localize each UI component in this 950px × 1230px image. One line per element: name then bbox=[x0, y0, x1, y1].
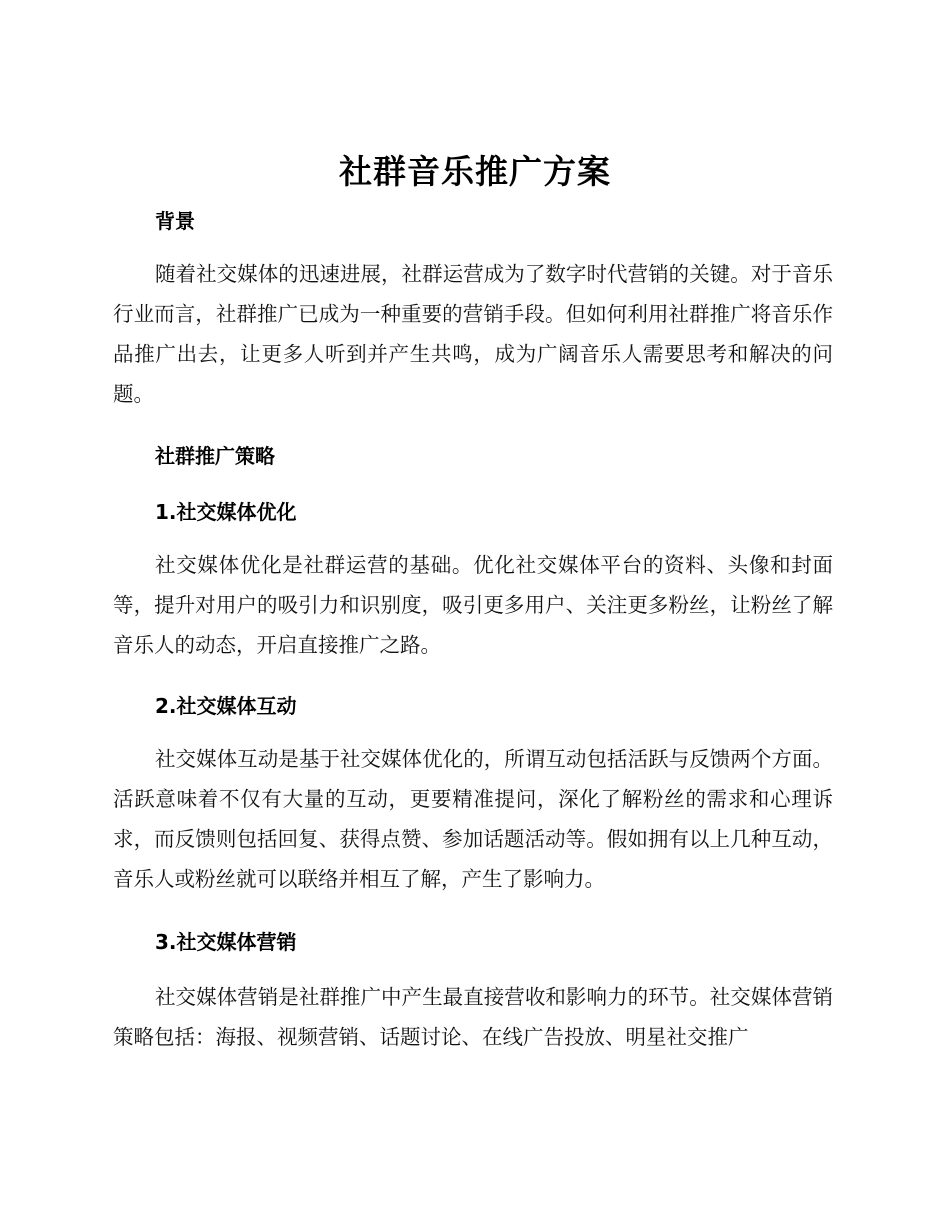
section-heading-background: 背景 bbox=[155, 209, 195, 233]
paragraph-3: 社交媒体营销是社群推广中产生最直接营收和影响力的环节。社交媒体营销策略包括：海报、视频营销、话题讨论、在线广告投放、明星社交推广 bbox=[113, 985, 833, 1049]
subsection-heading-2: 2.社交媒体互动 bbox=[155, 694, 297, 718]
document-title: 社群音乐推广方案 bbox=[339, 152, 611, 191]
subsection-heading-1: 1.社交媒体优化 bbox=[155, 500, 297, 524]
paragraph-2: 社交媒体互动是基于社交媒体优化的，所谓互动包括活跃与反馈两个方面。活跃意味着不仅有大量的互动，更要精准提问，深化了解粉丝的需求和心理诉求，而反馈则包括回复、获得点赞、参加话题活动等。假如拥有以上几种互动，音乐人或粉丝就可以联络并相互了解，产生了影响力。 bbox=[113, 747, 833, 891]
subsection-heading-3: 3.社交媒体营销 bbox=[155, 930, 297, 954]
paragraph-background: 随着社交媒体的迅速进展，社群运营成为了数字时代营销的关键。对于音乐行业而言，社群推广已成为一种重要的营销手段。但如何利用社群推广将音乐作品推广出去，让更多人听到并产生共鸣，成为广阔音乐人需要思考和解决的问题。 bbox=[113, 262, 833, 406]
paragraph-1: 社交媒体优化是社群运营的基础。优化社交媒体平台的资料、头像和封面等，提升对用户的吸引力和识别度，吸引更多用户、关注更多粉丝，让粉丝了解音乐人的动态，开启直接推广之路。 bbox=[113, 553, 833, 657]
section-heading-strategy: 社群推广策略 bbox=[155, 444, 275, 468]
